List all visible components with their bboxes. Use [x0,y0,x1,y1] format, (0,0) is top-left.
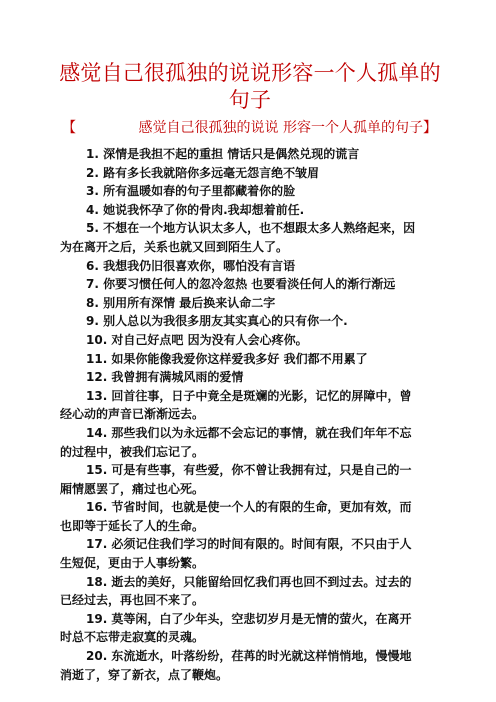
list-item: 16. 节省时间，也就是使一个人的有限的生命，更加有效，而也即等于延长了人的生命。 [60,500,412,533]
list-item: 6. 我想我仍旧很喜欢你，哪怕没有言语 [86,258,296,273]
list-item: 8. 别用所有深情 最后换来认命二字 [86,295,276,310]
list-item: 3. 所有温暖如春的句子里都藏着你的脸 [86,184,296,199]
list-item: 15. 可是有些事，有些爱，你不曾让我拥有过，只是自己的一厢情愿罢了，痛过也心死。 [60,463,412,496]
sentence-list [60,145,416,684]
list-item: 14. 那些我们以为永远都不会忘记的事情，就在我们年年不忘的过程中，被我们忘记了。 [60,425,412,459]
list-item: 2. 路有多长我就陪你多远毫无怨言绝不皱眉 [86,165,320,180]
document-subtitle [62,119,437,137]
subtitle-gap [76,119,139,137]
list-item: 4. 她说我怀孕了你的骨肉.我却想着前任. [86,202,305,217]
list-item: 18. 逝去的美好，只能留给回忆我们再也回不到过去。过去的已经过去，再也回不来了。 [60,574,412,608]
list-item: 1. 深情是我担不起的重担 情话只是偶然兑现的谎言 [86,147,360,161]
list-item: 10. 对自己好点吧 因为没有人会心疼你。 [86,332,308,347]
list-item: 12. 我曾拥有满城风雨的爱情 [86,370,244,385]
list-item: 9. 别人总以为我很多朋友其实真心的只有你一个. [86,314,348,329]
list-item: 20. 东流逝水，叶落纷纷，荏苒的时光就这样悄悄地，慢慢地消逝了，穿了新衣，点了鞭炮。 [60,649,412,682]
subtitle-text: 感觉自己很孤独的说说 形容一个人孤单的句子】 [138,120,437,136]
list-item: 11. 如果你能像我爱你这样爱我多好 我们都不用累了 [86,351,368,366]
list-item: 19. 莫等闲，白了少年头，空悲切岁月是无情的萤火，在离开时总不忘带走寂寞的灵魂。 [60,611,412,645]
list-item: 17. 必须记住我们学习的时间有限的。时间有限，不只由于人生短促，更由于人事纷繁。 [60,537,412,571]
subtitle-open-bracket: 【 [62,120,76,136]
document-title: 感觉自己很孤独的说说形容一个人孤单的句子 [59,61,441,112]
list-item: 5. 不想在一个地方认识太多人，也不想跟太多人熟络起来，因为在离开之后，关系也就又回到陌生人了。 [60,221,416,254]
list-item: 13. 回首往事，日子中竟全是斑斓的光影，记忆的屏障中，曾经心动的声音已渐渐远去。 [60,388,412,422]
list-item: 7. 你要习惯任何人的忽冷忽热 也要看淡任何人的渐行渐远 [86,277,396,292]
